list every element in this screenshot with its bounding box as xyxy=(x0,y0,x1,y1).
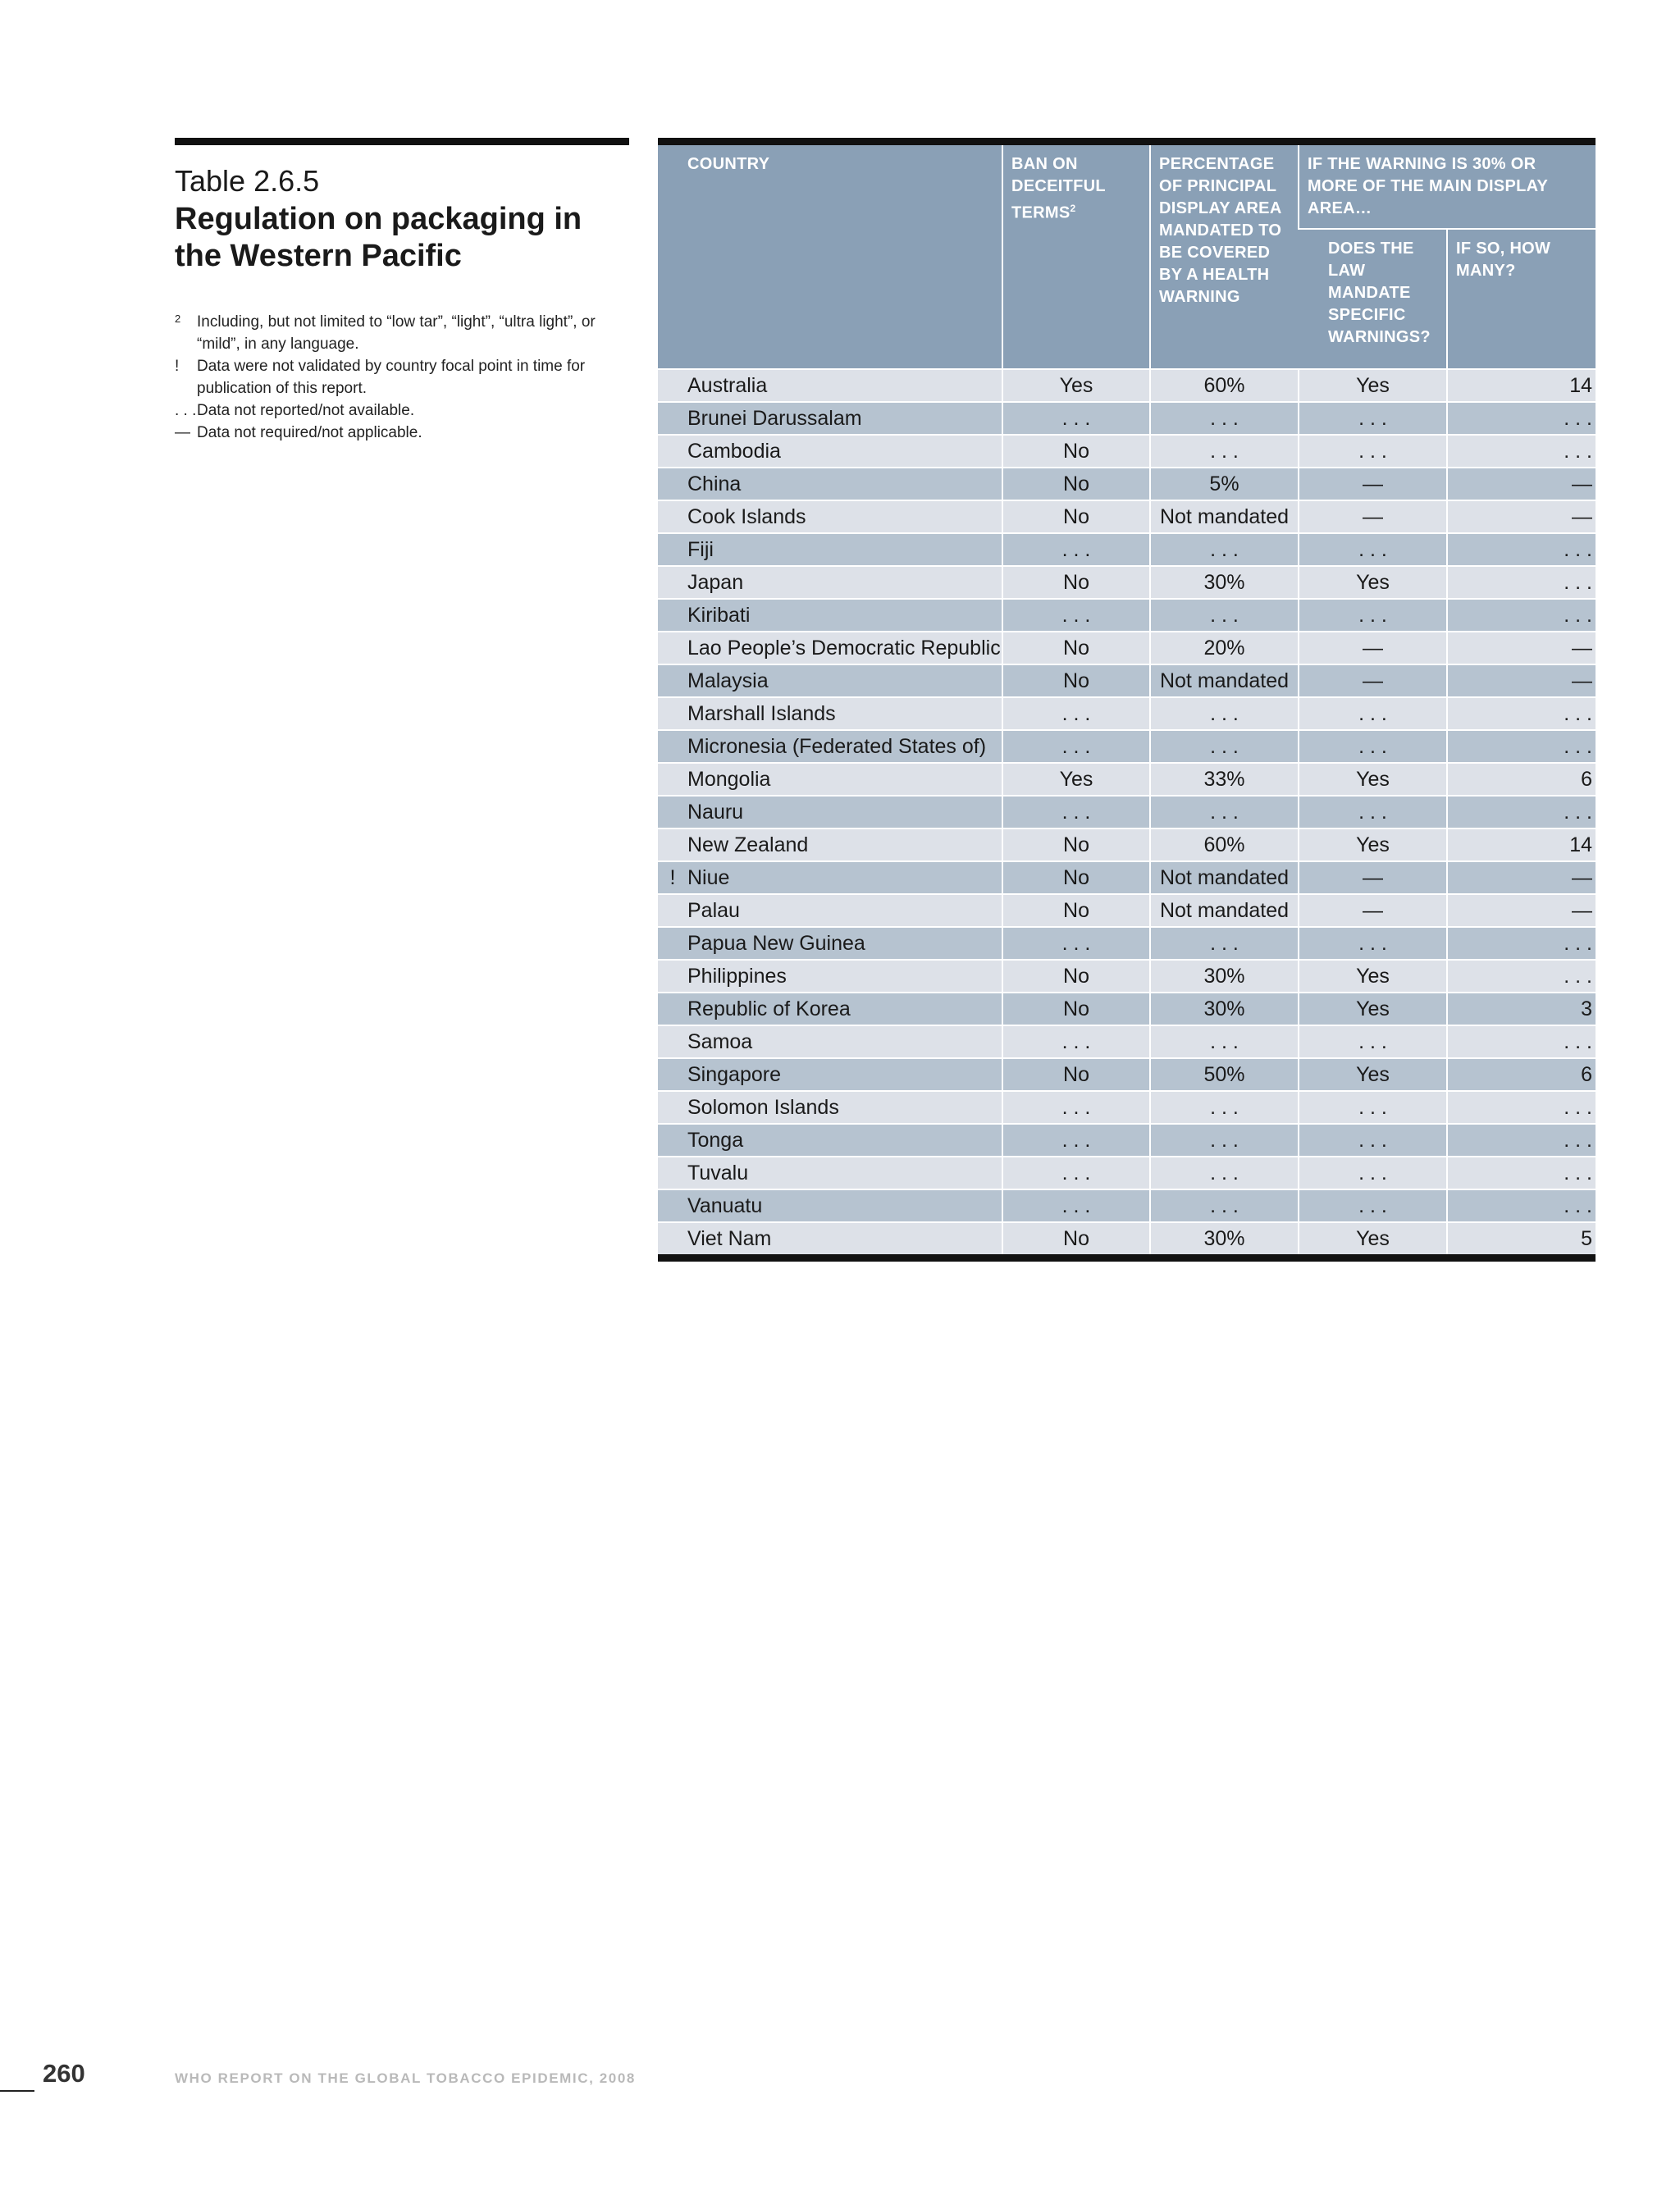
country-name: Marshall Islands xyxy=(687,702,836,725)
page-number: 260 xyxy=(43,2059,85,2088)
country-name: Tonga xyxy=(687,1129,744,1152)
caption-rule xyxy=(175,138,629,145)
cell-percentage: . . . xyxy=(1150,927,1299,960)
country-name: Cambodia xyxy=(687,440,781,463)
country-name: Tuvalu xyxy=(687,1162,749,1185)
cell-mandate: . . . xyxy=(1299,1025,1447,1058)
cell-country xyxy=(658,500,1002,533)
cell-country xyxy=(658,566,1002,599)
country-name: Micronesia (Federated States of) xyxy=(687,735,987,758)
cell-country xyxy=(658,697,1002,730)
cell-ban: . . . xyxy=(1002,697,1150,730)
cell-how-many: . . . xyxy=(1447,566,1596,599)
cell-how-many: . . . xyxy=(1447,1189,1596,1222)
cell-how-many: 14 xyxy=(1447,828,1596,861)
cell-percentage: . . . xyxy=(1150,1091,1299,1124)
cell-how-many: — xyxy=(1447,468,1596,500)
country-name: China xyxy=(687,472,742,495)
cell-how-many: . . . xyxy=(1447,599,1596,632)
cell-how-many: — xyxy=(1447,500,1596,533)
cell-country xyxy=(658,468,1002,500)
cell-ban: No xyxy=(1002,894,1150,927)
footnote-mark: — xyxy=(175,424,190,441)
cell-country xyxy=(658,796,1002,828)
country-name: Mongolia xyxy=(687,768,771,791)
cell-ban: No xyxy=(1002,1222,1150,1254)
cell-country xyxy=(658,1222,1002,1254)
footnote xyxy=(175,399,629,422)
footnote-text: Data not reported/not available. xyxy=(197,402,415,419)
table-row xyxy=(658,1222,1596,1254)
header-ban-label: BAN ON DECEITFUL TERMS xyxy=(1011,155,1106,222)
cell-mandate: . . . xyxy=(1299,927,1447,960)
cell-ban: . . . xyxy=(1002,599,1150,632)
cell-country xyxy=(658,533,1002,566)
table-row xyxy=(658,927,1596,960)
cell-country xyxy=(658,1091,1002,1124)
cell-how-many: . . . xyxy=(1447,1091,1596,1124)
country-name: Malaysia xyxy=(687,669,769,692)
cell-country xyxy=(658,828,1002,861)
table-row xyxy=(658,697,1596,730)
cell-percentage: Not mandated xyxy=(1150,500,1299,533)
cell-country xyxy=(658,369,1002,402)
cell-ban: Yes xyxy=(1002,763,1150,796)
header-mandate: DOES THE LAW MANDATE SPECIFIC WARNINGS? xyxy=(1299,229,1447,369)
cell-mandate: Yes xyxy=(1299,993,1447,1025)
cell-how-many: . . . xyxy=(1447,730,1596,763)
table-row xyxy=(658,599,1596,632)
cell-percentage: 30% xyxy=(1150,960,1299,993)
cell-country xyxy=(658,993,1002,1025)
table-row xyxy=(658,1091,1596,1124)
cell-percentage: . . . xyxy=(1150,730,1299,763)
country-name: Japan xyxy=(687,571,744,594)
cell-ban: No xyxy=(1002,468,1150,500)
cell-percentage: Not mandated xyxy=(1150,664,1299,697)
table-row xyxy=(658,730,1596,763)
table-row xyxy=(658,533,1596,566)
cell-how-many: . . . xyxy=(1447,1157,1596,1189)
country-name: Philippines xyxy=(687,965,787,988)
cell-ban: No xyxy=(1002,435,1150,468)
cell-country xyxy=(658,402,1002,435)
table-row xyxy=(658,796,1596,828)
cell-how-many: . . . xyxy=(1447,960,1596,993)
cell-ban: . . . xyxy=(1002,1025,1150,1058)
country-name: Nauru xyxy=(687,801,744,824)
cell-how-many: . . . xyxy=(1447,697,1596,730)
table-row xyxy=(658,566,1596,599)
country-name: Niue xyxy=(687,866,730,889)
cell-mandate: . . . xyxy=(1299,533,1447,566)
cell-percentage: . . . xyxy=(1150,1157,1299,1189)
cell-ban: No xyxy=(1002,960,1150,993)
cell-percentage: . . . xyxy=(1150,533,1299,566)
cell-percentage: 50% xyxy=(1150,1058,1299,1091)
cell-mandate: Yes xyxy=(1299,763,1447,796)
cell-how-many: 3 xyxy=(1447,993,1596,1025)
country-name: Kiribati xyxy=(687,604,751,627)
country-name: Samoa xyxy=(687,1030,753,1053)
table-title: Regulation on packaging in the Western Pacific xyxy=(175,202,582,273)
cell-ban: No xyxy=(1002,500,1150,533)
cell-country xyxy=(658,1058,1002,1091)
cell-mandate: . . . xyxy=(1299,730,1447,763)
cell-how-many: . . . xyxy=(1447,796,1596,828)
cell-mandate: . . . xyxy=(1299,402,1447,435)
cell-mandate: — xyxy=(1299,500,1447,533)
table-row xyxy=(658,632,1596,664)
cell-percentage: . . . xyxy=(1150,796,1299,828)
cell-how-many: . . . xyxy=(1447,1025,1596,1058)
cell-country xyxy=(658,435,1002,468)
cell-percentage: . . . xyxy=(1150,1025,1299,1058)
cell-how-many: — xyxy=(1447,894,1596,927)
cell-ban: . . . xyxy=(1002,796,1150,828)
cell-ban: No xyxy=(1002,993,1150,1025)
cell-country xyxy=(658,861,1002,894)
cell-mandate: — xyxy=(1299,861,1447,894)
cell-ban: No xyxy=(1002,861,1150,894)
country-name: Solomon Islands xyxy=(687,1096,839,1119)
header-ban xyxy=(1002,145,1150,369)
cell-country xyxy=(658,894,1002,927)
cell-percentage: 33% xyxy=(1150,763,1299,796)
cell-how-many: — xyxy=(1447,632,1596,664)
cell-country xyxy=(658,730,1002,763)
cell-ban: . . . xyxy=(1002,927,1150,960)
country-name: Palau xyxy=(687,899,740,922)
footnote-mark: 2 xyxy=(175,313,181,325)
cell-mandate: Yes xyxy=(1299,1058,1447,1091)
cell-percentage: 30% xyxy=(1150,1222,1299,1254)
cell-how-many: . . . xyxy=(1447,402,1596,435)
footnote-text: Data were not validated by country focal point in time for publication of this report. xyxy=(197,358,586,397)
cell-percentage: Not mandated xyxy=(1150,894,1299,927)
header-ban-footnote: 2 xyxy=(1070,203,1076,214)
cell-country xyxy=(658,1025,1002,1058)
header-how-many: IF SO, HOW MANY? xyxy=(1447,229,1596,369)
cell-country xyxy=(658,632,1002,664)
cell-ban: No xyxy=(1002,632,1150,664)
table-number: Table 2.6.5 xyxy=(175,164,320,198)
cell-how-many: — xyxy=(1447,664,1596,697)
running-footer: WHO REPORT ON THE GLOBAL TOBACCO EPIDEMIC, 2008 xyxy=(175,2070,636,2086)
country-name: Brunei Darussalam xyxy=(687,407,862,430)
cell-ban: . . . xyxy=(1002,402,1150,435)
country-name: Republic of Korea xyxy=(687,997,851,1020)
cell-how-many: 6 xyxy=(1447,1058,1596,1091)
cell-country xyxy=(658,1157,1002,1189)
cell-country xyxy=(658,1189,1002,1222)
cell-percentage: 5% xyxy=(1150,468,1299,500)
header-country: COUNTRY xyxy=(658,145,1002,369)
cell-ban: . . . xyxy=(1002,1189,1150,1222)
footnote-text: Data not required/not applicable. xyxy=(197,424,422,441)
cell-percentage: . . . xyxy=(1150,1124,1299,1157)
table-caption xyxy=(175,138,629,444)
cell-how-many: . . . xyxy=(1447,1124,1596,1157)
table-row xyxy=(658,1157,1596,1189)
footnote xyxy=(175,422,629,444)
cell-mandate: — xyxy=(1299,664,1447,697)
header-percentage: PERCENTAGE OF PRINCIPAL DISPLAY AREA MANDATED TO BE COVERED BY A HEALTH WARNING xyxy=(1150,145,1299,369)
table-row xyxy=(658,861,1596,894)
cell-mandate: — xyxy=(1299,468,1447,500)
table-row xyxy=(658,1189,1596,1222)
cell-ban: Yes xyxy=(1002,369,1150,402)
cell-mandate: Yes xyxy=(1299,960,1447,993)
footnote-text: Including, but not limited to “low tar”, “light”, “ultra light”, or “mild”, in any language. xyxy=(197,313,596,353)
cell-percentage: 30% xyxy=(1150,566,1299,599)
cell-how-many: 14 xyxy=(1447,369,1596,402)
cell-ban: . . . xyxy=(1002,730,1150,763)
table-row xyxy=(658,894,1596,927)
cell-country xyxy=(658,927,1002,960)
cell-mandate: . . . xyxy=(1299,1189,1447,1222)
table-top-rule xyxy=(658,138,1596,145)
cell-percentage: 60% xyxy=(1150,369,1299,402)
cell-ban: No xyxy=(1002,664,1150,697)
footnotes xyxy=(175,311,629,444)
cell-ban: . . . xyxy=(1002,1157,1150,1189)
validation-flag: ! xyxy=(669,866,676,889)
regulation-table xyxy=(658,138,1596,1262)
table-row xyxy=(658,500,1596,533)
footnote-mark: ! xyxy=(175,358,180,375)
country-name: Australia xyxy=(687,374,768,397)
cell-how-many: . . . xyxy=(1447,927,1596,960)
cell-mandate: — xyxy=(1299,894,1447,927)
cell-how-many: 5 xyxy=(1447,1222,1596,1254)
country-name: Viet Nam xyxy=(687,1227,772,1250)
country-name: Singapore xyxy=(687,1063,781,1086)
footnote xyxy=(175,311,629,355)
table-row xyxy=(658,828,1596,861)
cell-mandate: . . . xyxy=(1299,599,1447,632)
table-row xyxy=(658,960,1596,993)
table-row xyxy=(658,435,1596,468)
cell-percentage: . . . xyxy=(1150,435,1299,468)
cell-percentage: . . . xyxy=(1150,697,1299,730)
cell-percentage: . . . xyxy=(1150,599,1299,632)
cell-mandate: . . . xyxy=(1299,1091,1447,1124)
country-name: Fiji xyxy=(687,538,714,561)
cell-how-many: . . . xyxy=(1447,533,1596,566)
country-name: Cook Islands xyxy=(687,505,806,528)
table-row xyxy=(658,1058,1596,1091)
cell-country xyxy=(658,1124,1002,1157)
cell-country xyxy=(658,599,1002,632)
footer-rule xyxy=(0,2090,34,2092)
data-table xyxy=(658,145,1596,1254)
table-bottom-rule xyxy=(658,1254,1596,1262)
cell-ban: No xyxy=(1002,1058,1150,1091)
cell-percentage: 20% xyxy=(1150,632,1299,664)
cell-percentage: 60% xyxy=(1150,828,1299,861)
cell-mandate: Yes xyxy=(1299,369,1447,402)
table-row xyxy=(658,369,1596,402)
cell-mandate: . . . xyxy=(1299,796,1447,828)
country-name: Vanuatu xyxy=(687,1194,763,1217)
cell-ban: . . . xyxy=(1002,1124,1150,1157)
cell-how-many: . . . xyxy=(1447,435,1596,468)
table-row xyxy=(658,1025,1596,1058)
table-row xyxy=(658,1124,1596,1157)
header-group: IF THE WARNING IS 30% OR MORE OF THE MAIN DISPLAY AREA… xyxy=(1299,145,1596,229)
country-name: Lao People’s Democratic Republic xyxy=(687,637,1001,660)
table-row xyxy=(658,993,1596,1025)
table-row xyxy=(658,468,1596,500)
cell-mandate: — xyxy=(1299,632,1447,664)
cell-percentage: . . . xyxy=(1150,402,1299,435)
footnote-mark: . . . xyxy=(175,402,197,419)
cell-ban: No xyxy=(1002,828,1150,861)
table-body xyxy=(658,369,1596,1254)
cell-ban: No xyxy=(1002,566,1150,599)
footnote xyxy=(175,355,629,399)
cell-mandate: . . . xyxy=(1299,1157,1447,1189)
cell-country xyxy=(658,763,1002,796)
cell-country xyxy=(658,664,1002,697)
cell-percentage: . . . xyxy=(1150,1189,1299,1222)
cell-ban: . . . xyxy=(1002,1091,1150,1124)
cell-percentage: 30% xyxy=(1150,993,1299,1025)
table-row xyxy=(658,664,1596,697)
cell-how-many: — xyxy=(1447,861,1596,894)
cell-mandate: . . . xyxy=(1299,697,1447,730)
table-row xyxy=(658,402,1596,435)
country-name: New Zealand xyxy=(687,833,809,856)
cell-mandate: Yes xyxy=(1299,566,1447,599)
cell-mandate: . . . xyxy=(1299,435,1447,468)
cell-mandate: Yes xyxy=(1299,828,1447,861)
country-name: Papua New Guinea xyxy=(687,932,865,955)
cell-mandate: Yes xyxy=(1299,1222,1447,1254)
cell-country xyxy=(658,960,1002,993)
cell-ban: . . . xyxy=(1002,533,1150,566)
cell-mandate: . . . xyxy=(1299,1124,1447,1157)
table-row xyxy=(658,763,1596,796)
cell-percentage: Not mandated xyxy=(1150,861,1299,894)
cell-how-many: 6 xyxy=(1447,763,1596,796)
